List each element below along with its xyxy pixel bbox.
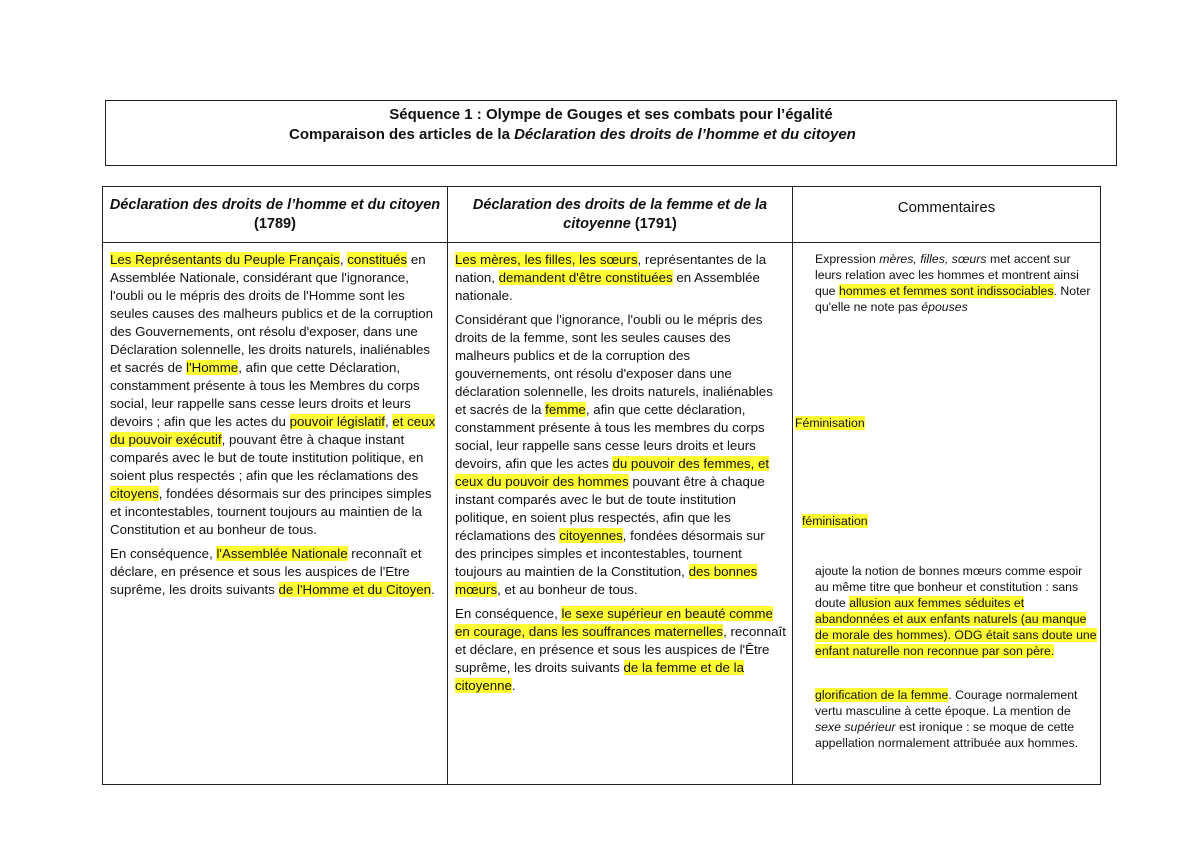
header-ddhc [103, 187, 448, 243]
text-run: pouvant être à chaque instant comparés avec le but de toute institution politique, en soient plus respectés, afin que les réclamations des [455, 474, 765, 543]
header-ddhc-title: Déclaration des droits de l’homme et du citoyen [109, 197, 441, 213]
ddhc-text-cell [103, 243, 448, 785]
sequence-subtitle [289, 126, 889, 144]
ddhc-paragraph [110, 251, 441, 539]
ddfc-paragraph [455, 251, 786, 305]
subtitle-italic: Déclaration des droits de l’homme et du citoyen [514, 126, 856, 143]
sequence-title: Séquence 1 : Olympe de Gouges et ses combats pour l’égalité [389, 106, 833, 123]
highlighted-text: de l'Homme et du Citoyen [278, 582, 432, 597]
highlighted-text: le sexe supérieur en beauté comme en courage, dans les souffrances maternelles [455, 606, 773, 639]
highlighted-text: du pouvoir des femmes, et ceux du pouvoir des hommes [455, 456, 770, 489]
comparison-table [102, 186, 1101, 785]
text-run: , [339, 252, 348, 267]
highlighted-text: hommes et femmes sont indissociables [838, 284, 1054, 298]
text-run: est ironique : se moque de cette appellation normalement attribuée aux hommes. [815, 720, 1079, 750]
text-run: , reconnaît et déclare, en présence et sous les auspices de l'Être suprême, les droits suivants [455, 624, 786, 675]
highlighted-text: femme [545, 402, 586, 417]
comment-bonnes-moeurs [815, 563, 1097, 659]
table-header-row [103, 187, 1101, 243]
highlighted-text: des bonnes mœurs [455, 564, 758, 597]
header-ddfc [448, 187, 793, 243]
text-run: , représentantes de la nation, [455, 252, 767, 285]
ddfc-paragraph [455, 311, 786, 599]
highlighted-text: et ceux du pouvoir exécutif [110, 414, 436, 447]
text-run: Expression [815, 252, 880, 266]
highlighted-text: de la femme et de la citoyenne [455, 660, 744, 693]
ddfc-text-cell [448, 243, 793, 785]
sequence-title-box [105, 100, 1117, 166]
header-ddhc-year: (1789) [254, 216, 296, 232]
text-run: . Courage normalement vertu masculine à cette époque. La mention de [815, 688, 1078, 718]
ddhc-paragraph [110, 545, 441, 599]
text-run: . [431, 582, 435, 597]
text-run: , afin que cette déclaration, constamment présente à tous les membres du corps social, leur rappelle sans cesse leurs droits et leurs devoirs, afin que les actes [455, 402, 765, 471]
comment-expression [815, 251, 1097, 315]
text-run: mères, filles, sœurs [879, 252, 987, 266]
highlighted-text: l'Assemblée Nationale [216, 546, 348, 561]
text-run: , et au bonheur de tous. [497, 582, 638, 597]
highlighted-text: l'Homme [186, 360, 239, 375]
text-run: en Assemblée Nationale, considérant que l'ignorance, l'oubli ou le mépris des droits de l'Homme sont les seules causes des malheurs publics et de la corruption des Gouvernements, ont résolu d'exposer, dans une Déclaration solennelle, les droits naturels, inaliénables et sacrés de [110, 252, 433, 375]
highlighted-text: féminisation [802, 514, 868, 528]
text-run: Considérant que l'ignorance, l'oubli ou le mépris des droits de la femme, sont les seules causes des malheurs publics et de la corruption des gouvernements, ont résolu d'exposer dans une déclaration solennelle, les droits naturels, inaliénables et sacrés de la [455, 312, 773, 417]
comment-feminisation-2 [802, 513, 1002, 529]
highlighted-text: citoyens [110, 486, 159, 501]
text-run: En conséquence, [110, 546, 217, 561]
ddfc-paragraph [455, 605, 786, 695]
highlighted-text: constitués [347, 252, 408, 267]
table-content-row [103, 243, 1101, 785]
comment-feminisation-1 [795, 415, 995, 431]
highlighted-text: allusion aux femmes séduites et abandonnées et aux enfants naturels (au manque de morale des hommes). ODG était sans doute une enfant naturelle non reconnue par son père. [815, 596, 1097, 658]
text-run: , fondées désormais sur des principes simples et incontestables, tournent toujours au maintien de la Constitution, [455, 528, 765, 579]
text-run: en Assemblée nationale. [455, 270, 760, 303]
highlighted-text: glorification de la femme [815, 688, 949, 702]
highlighted-text: Les mères, les filles, les sœurs [455, 252, 638, 267]
text-run: épouses [921, 300, 968, 314]
highlighted-text: pouvoir législatif [289, 414, 385, 429]
text-run: . [511, 678, 516, 693]
comments-cell [793, 243, 1101, 785]
header-commentaires: Commentaires [793, 187, 1101, 243]
highlighted-text: Les Représentants du Peuple Français [110, 252, 340, 267]
text-run: . Noter qu'elle ne note pas [815, 284, 1091, 314]
text-run: met accent sur leurs relation avec les hommes et montrent ainsi que [815, 252, 1079, 298]
text-run: sexe supérieur [815, 720, 896, 734]
highlighted-text: demandent d'être constituées [498, 270, 673, 285]
highlighted-text: Féminisation [795, 416, 865, 430]
subtitle-text: Comparaison des articles de la [289, 126, 515, 143]
header-ddfc-title: Déclaration des droits de la femme et de la citoyenne [472, 197, 768, 232]
text-run: , fondées désormais sur des principes simples et incontestables, tournent toujours au maintien de la Constitution et au bonheur de tous. [110, 486, 432, 537]
highlighted-text: citoyennes [559, 528, 623, 543]
header-ddfc-year: (1791) [630, 216, 677, 232]
comment-glorification [815, 687, 1097, 751]
text-run: , afin que cette Déclaration, constamment présente à tous les Membres du corps social, leur rappelle sans cesse leurs droits et leurs devoirs ; afin que les actes du [110, 360, 420, 429]
text-run: ajoute la notion de bonnes mœurs comme espoir au même titre que bonheur et constitution : sans doute [815, 564, 1083, 610]
text-run: En conséquence, [455, 606, 562, 621]
text-run: , pouvant être à chaque instant comparés avec le but de toute institution politique, en soient plus respectés ; afin que les réclamations des [110, 432, 424, 483]
text-run: , [384, 414, 393, 429]
text-run: reconnaît et déclare, en présence et sous les auspices de l'Etre suprême, les droits suivants [110, 546, 422, 597]
